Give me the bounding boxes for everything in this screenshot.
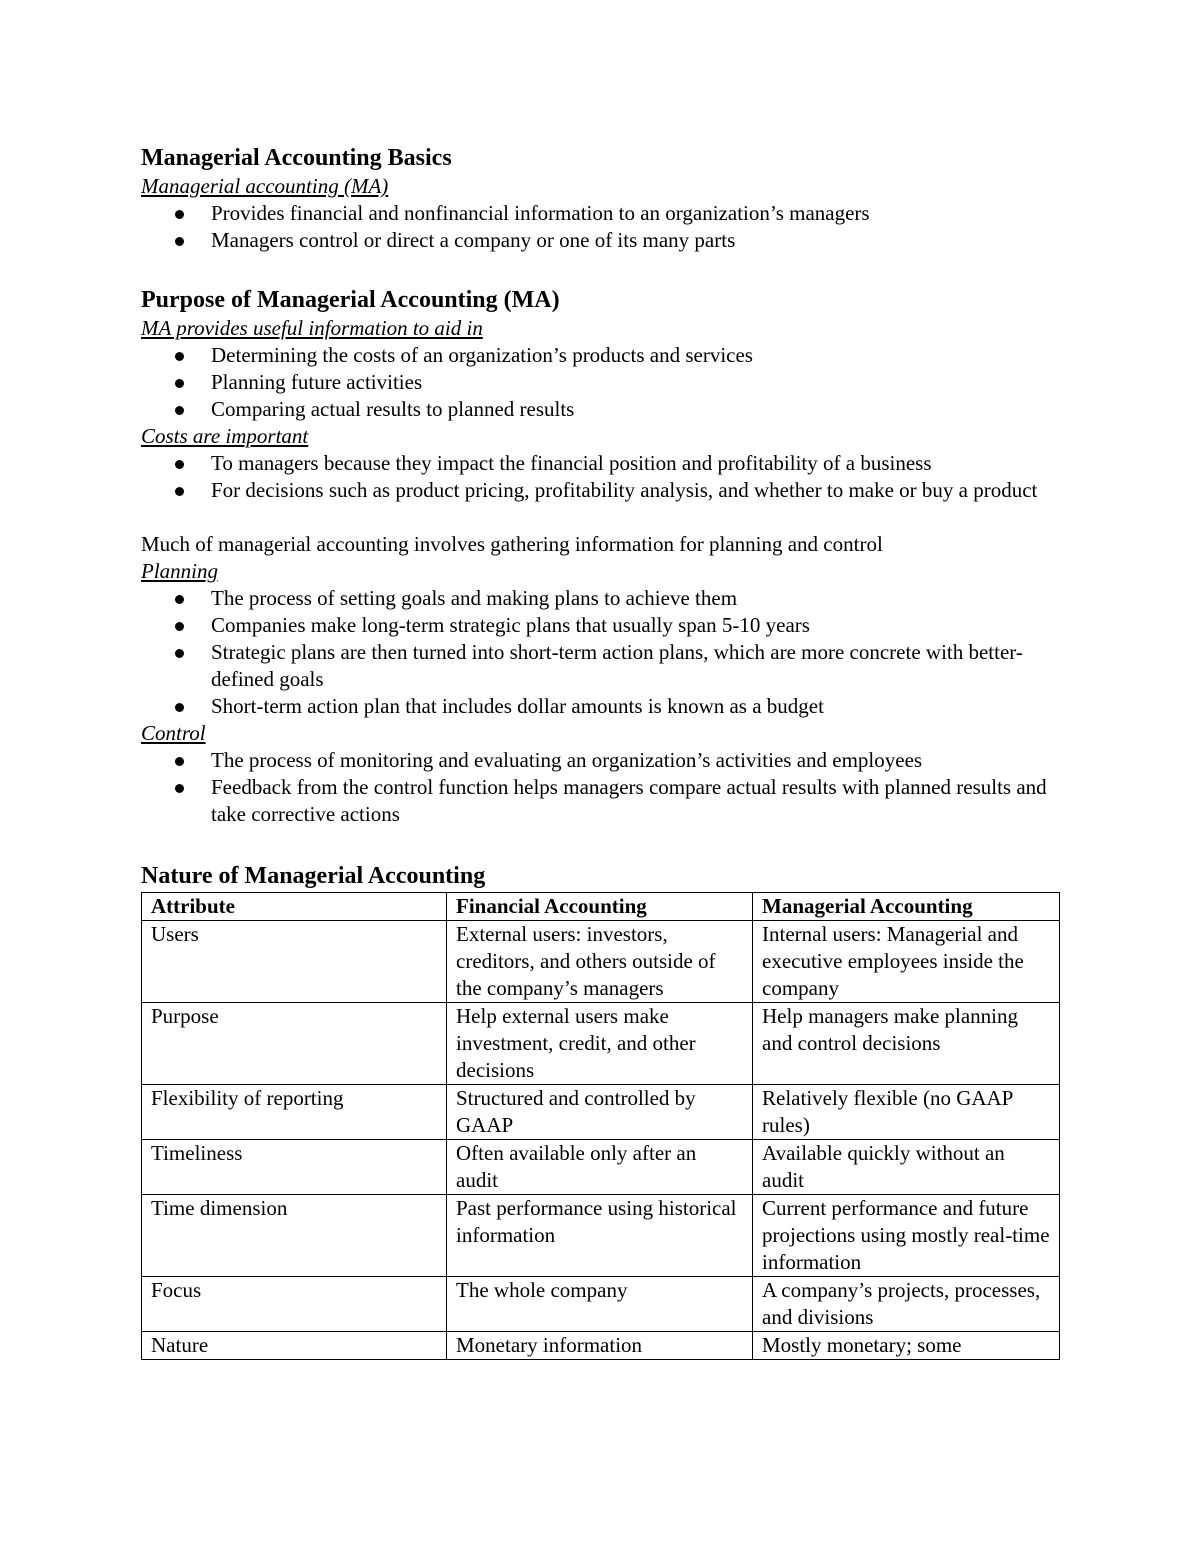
subheading: Costs are important	[141, 424, 309, 448]
table-cell: Relatively flexible (no GAAP rules)	[753, 1085, 1060, 1140]
table-row	[142, 1003, 1060, 1085]
list-item: Strategic plans are then turned into short-term action plans, which are more concrete with better-defined goals	[211, 639, 1061, 693]
table-cell: Purpose	[142, 1003, 447, 1085]
bullet-list	[141, 585, 1061, 720]
list-item: Planning future activities	[211, 369, 1061, 396]
list-item: Short-term action plan that includes dollar amounts is known as a budget	[211, 693, 1061, 720]
section-heading: Managerial Accounting Basics	[141, 145, 452, 171]
subheading: MA provides useful information to aid in	[141, 316, 483, 340]
list-item: The process of setting goals and making plans to achieve them	[211, 585, 1061, 612]
section-heading: Purpose of Managerial Accounting (MA)	[141, 287, 560, 313]
document-page	[141, 143, 1061, 1360]
bullet-list	[141, 200, 1061, 254]
column-header: Financial Accounting	[447, 893, 753, 921]
comparison-table	[141, 892, 1060, 1360]
column-header: Managerial Accounting	[753, 893, 1060, 921]
table-cell: Flexibility of reporting	[142, 1085, 447, 1140]
table-row	[142, 1332, 1060, 1360]
table-cell: Available quickly without an audit	[753, 1140, 1060, 1195]
table-cell: Focus	[142, 1277, 447, 1332]
table-cell: Help managers make planning and control decisions	[753, 1003, 1060, 1085]
bullet-list	[141, 747, 1061, 828]
table-cell: Structured and controlled by GAAP	[447, 1085, 753, 1140]
table-row	[142, 1085, 1060, 1140]
table-cell: Help external users make investment, credit, and other decisions	[447, 1003, 753, 1085]
table-cell: Time dimension	[142, 1195, 447, 1277]
table-cell: Timeliness	[142, 1140, 447, 1195]
list-item: For decisions such as product pricing, profitability analysis, and whether to make or buy a product	[211, 477, 1061, 504]
list-item: Provides financial and nonfinancial information to an organization’s managers	[211, 200, 1061, 227]
list-item: Companies make long-term strategic plans that usually span 5-10 years	[211, 612, 1061, 639]
column-header: Attribute	[142, 893, 447, 921]
table-row	[142, 1277, 1060, 1332]
list-item: The process of monitoring and evaluating an organization’s activities and employees	[211, 747, 1061, 774]
table-cell: Nature	[142, 1332, 447, 1360]
bullet-list	[141, 342, 1061, 423]
list-item: Feedback from the control function helps managers compare actual results with planned results and take corrective actions	[211, 774, 1061, 828]
table-row	[142, 1195, 1060, 1277]
table-cell: Mostly monetary; some	[753, 1332, 1060, 1360]
table-cell: Past performance using historical information	[447, 1195, 753, 1277]
table-header-row	[142, 893, 1060, 921]
list-item: Managers control or direct a company or one of its many parts	[211, 227, 1061, 254]
table-row	[142, 1140, 1060, 1195]
subheading: Planning	[141, 559, 218, 583]
table-cell: Current performance and future projections using mostly real-time information	[753, 1195, 1060, 1277]
table-cell: External users: investors, creditors, and others outside of the company’s managers	[447, 921, 753, 1003]
table-cell: Users	[142, 921, 447, 1003]
list-item: Comparing actual results to planned results	[211, 396, 1061, 423]
section-heading: Nature of Managerial Accounting	[141, 863, 486, 889]
subheading: Control	[141, 721, 206, 745]
table-cell: Internal users: Managerial and executive employees inside the company	[753, 921, 1060, 1003]
table-cell: A company’s projects, processes, and divisions	[753, 1277, 1060, 1332]
table-cell: Often available only after an audit	[447, 1140, 753, 1195]
intro-paragraph: Much of managerial accounting involves gathering information for planning and control	[141, 532, 883, 556]
bullet-list	[141, 450, 1061, 504]
list-item: Determining the costs of an organization’s products and services	[211, 342, 1061, 369]
subheading: Managerial accounting (MA)	[141, 174, 389, 198]
table-row	[142, 921, 1060, 1003]
list-item: To managers because they impact the financial position and profitability of a business	[211, 450, 1061, 477]
table-cell: Monetary information	[447, 1332, 753, 1360]
table-cell: The whole company	[447, 1277, 753, 1332]
